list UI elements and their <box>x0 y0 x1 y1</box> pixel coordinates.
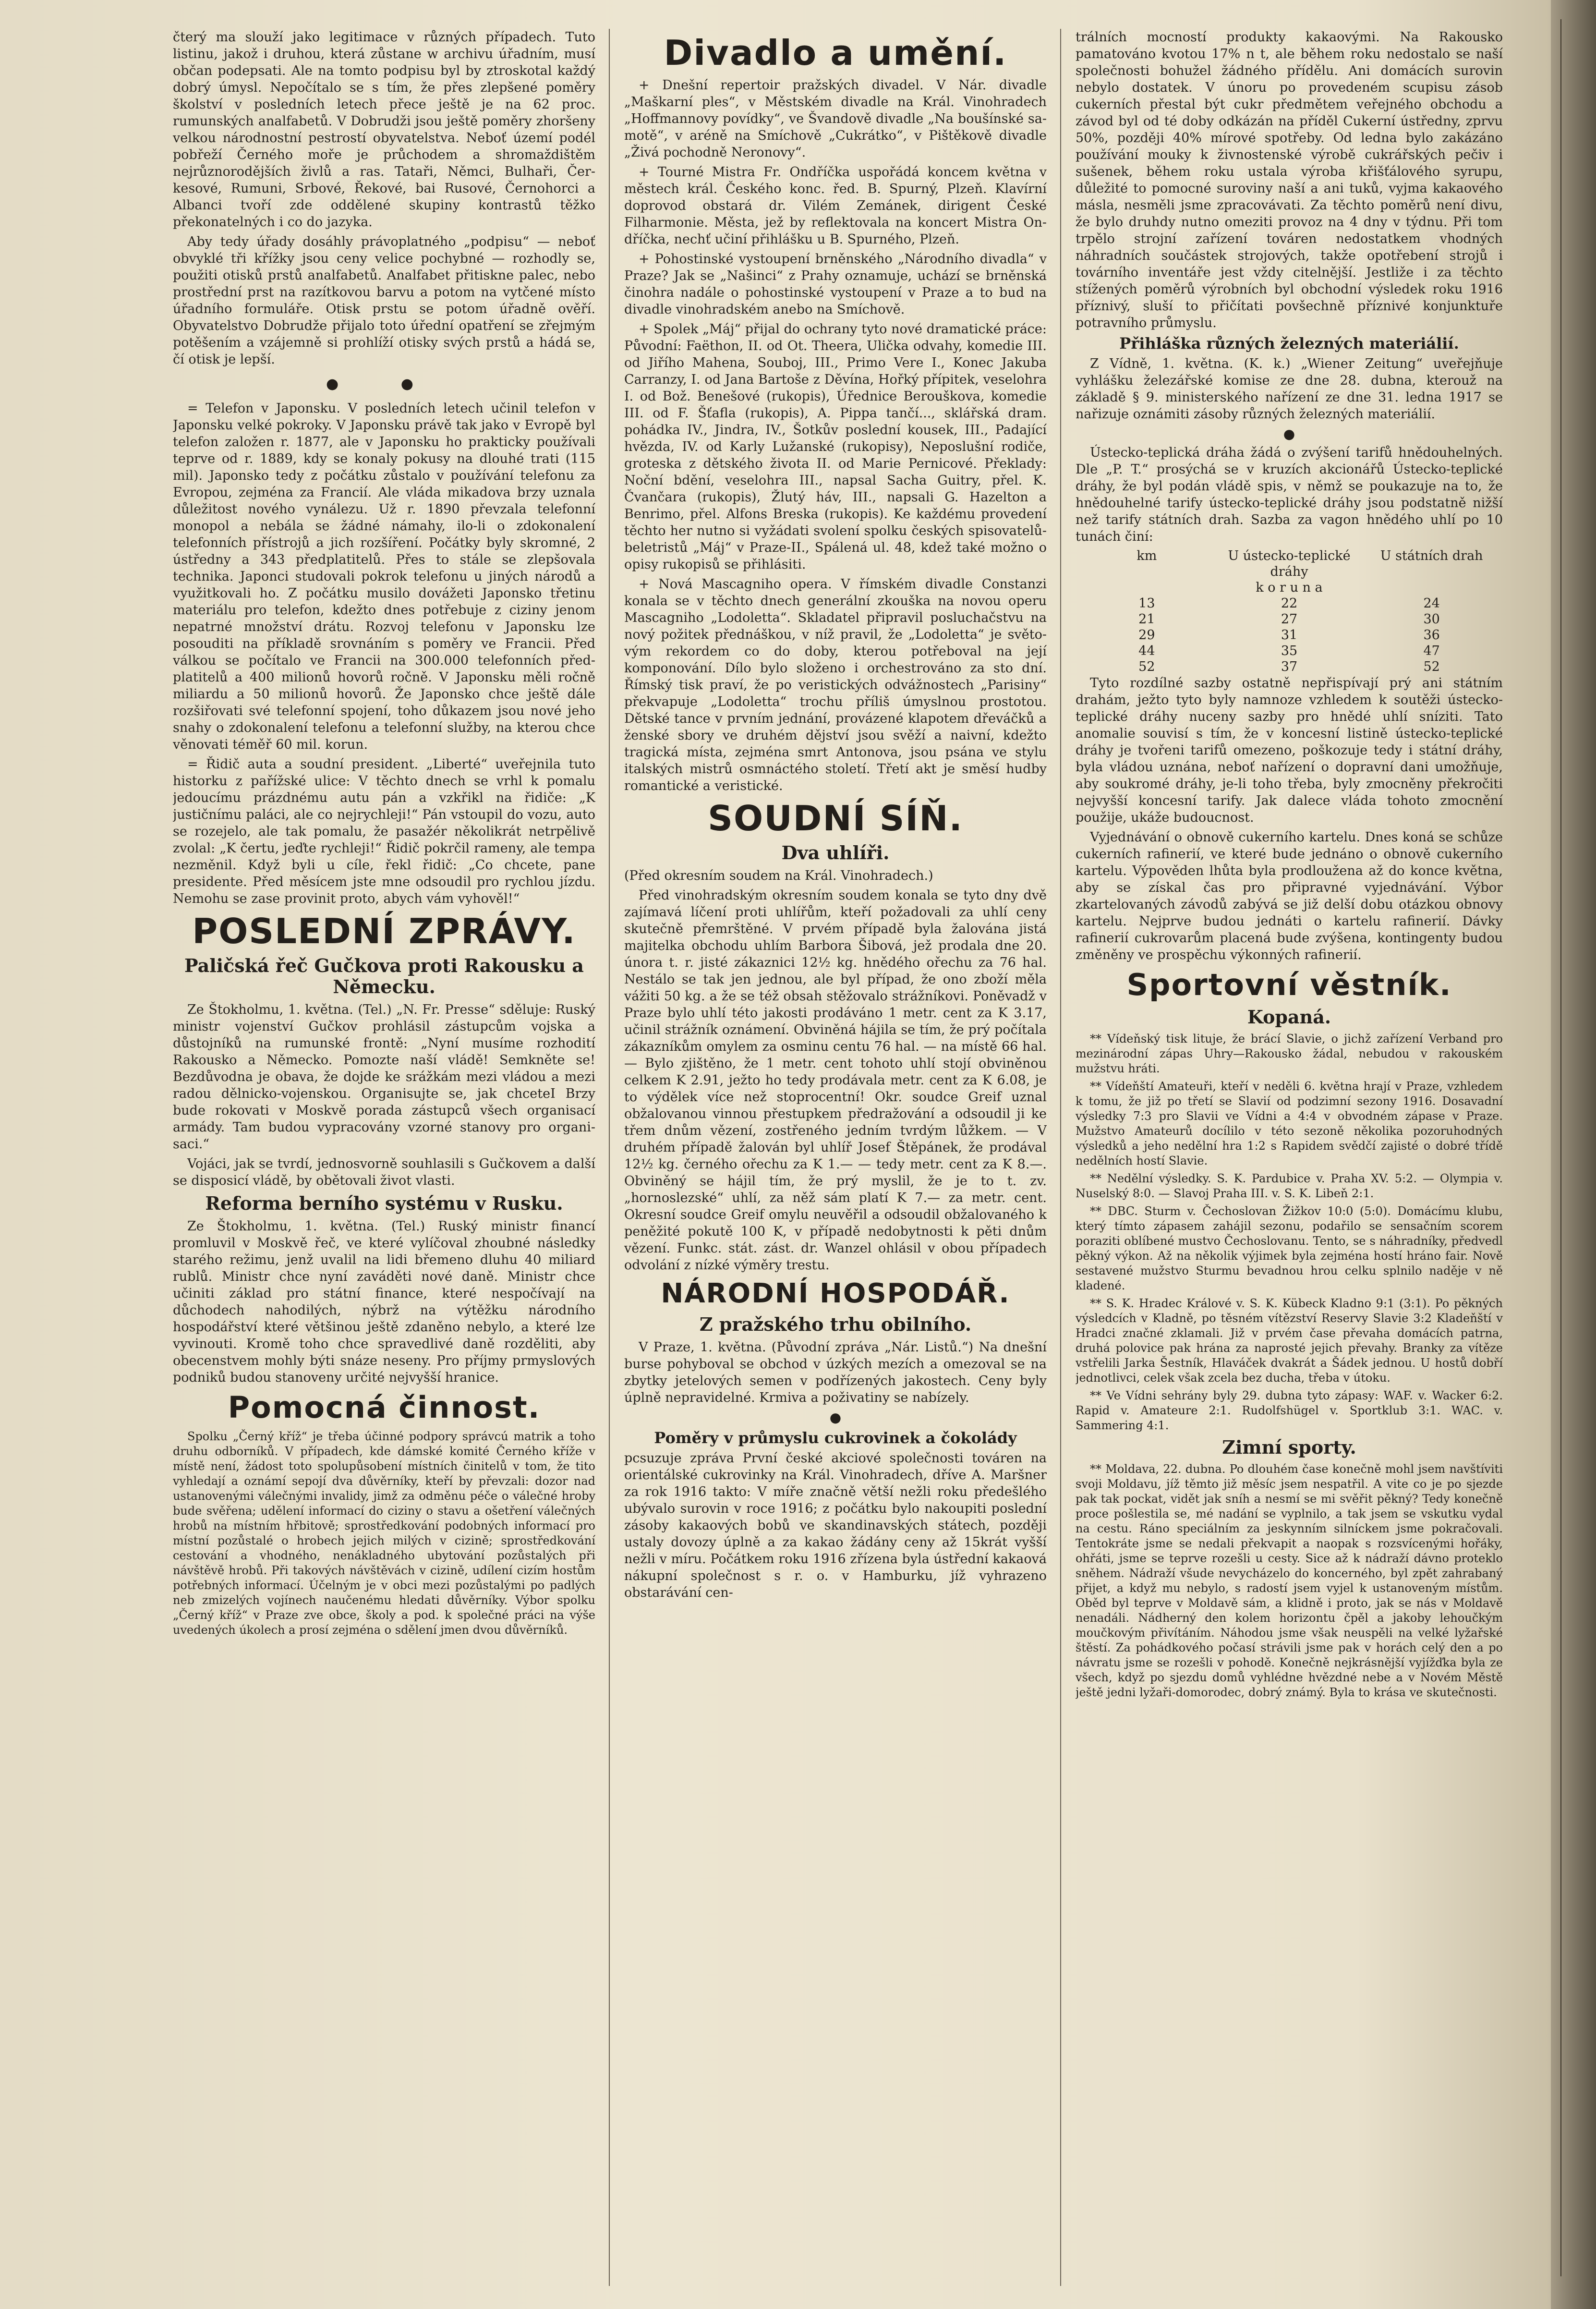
headline-pomery: Poměry v průmyslu cukrovinek a čokolády <box>654 1429 1017 1447</box>
article-paragraph: + Tourné Mistra Fr. Ondříčka uspořádá koncem května v městech král. Českého konc. řed. B. Spurný, Plzeň. Klavírní doprovod obstará dr. Vilém Zemánek, dirigent České Filharmonie. Města, jež by reflektovala na koncert Mistra Ondříčka, nechť učiní přihlášku u B. Spurného, Plzeň. <box>624 165 1047 247</box>
tariff-table-cell: 30 <box>1423 612 1440 627</box>
tariff-table-cell: 21 <box>1138 612 1155 627</box>
article-paragraph: Tyto rozdílné sazby ostatně nepřispívají prý ani státním drahám, ježto tyto byly namnoze vzhledem k soutěži ústecko-teplické dráhy nuceny sazby pro hnědé uhlí sníziti. Tato anomalie souvisí s tím, že v koncesní listině ústecko-teplické dráhy je tvořeni tarifů omezeno, poškozuje tedy i státní dráhy, byla vládou uznána, neboť nařízení o dopravní dani umožňuje, aby soukromé dráhy, je-li toho třeba, byly zmocněny překročiti nejvyšší koncesní tarify. Jak dalece vláda tohoto zmocnění použije, ukáže budoucnost. <box>1076 676 1503 825</box>
article-paragraph: Vojáci, jak se tvrdí, jednosvorně souhlasili s Gučkovem a další se disposicí vládě, by obětovali život vlasti. <box>173 1156 595 1188</box>
article-paragraph: Vyjednávání o obnově cukerního kartelu. Dnes koná se schůze cukerních rafinerií, ve které bude jednáno o obnově cukerního kartelu. Výpověden lhůta byla prodloužena až do konce května, aby se získal čas pro připravné vyjednávání. Výbor zkartelovaných závodů zabývá se již delší dobu otázkou obnovy kartelu. Nejprve budou jednáti o kartelu rafinerií. Dávky rafinerií cukrovarům placená bude zvýšena, kontingenty budou změněny ve prospěchu výkonných rafinerií. <box>1076 830 1503 962</box>
tariff-table-cell: 36 <box>1423 628 1440 643</box>
section-heading-posledni-zpravy: POSLEDNÍ ZPRÁVY. <box>192 911 576 951</box>
tariff-table-cell: 22 <box>1281 596 1298 611</box>
article-paragraph: Ze Štokholmu, 1. května. (Tel.) Ruský ministr financí promluvil v Moskvě řeč, ve které vylíčoval zhoubné následky starého režimu, jenž uvalil na lidi břemeno dluhu 40 miliard rublů. Ministr chce nyní zaváděti nové daně. Ministr chce učiniti základ pro státní finance, které nespočívají na důchodech nahodilých, nýbrž na výtěžku národního hospodářství které většinou ještě zdaněno nebylo, a které lze vyvinouti. Kromě toho chce spravedlivé daně rozděliti, aby obecenstvem mohly býti snáze neseny. Pro příjmy prmyslových podniků budou stanoveny určité nejvyšší hranice. <box>173 1219 595 1385</box>
headline-prihlaska: Přihláška různých železných materiálií. <box>1119 334 1459 352</box>
tariff-table-cell: 52 <box>1138 659 1155 674</box>
article-dateline: (Před okresním soudem na Král. Vinohradech.) <box>624 868 933 883</box>
tariff-table-cell: 24 <box>1423 596 1440 611</box>
tariff-col-statni: U státních drah <box>1380 548 1483 563</box>
article-paragraph: ** S. K. Hradec Králové v. S. K. Kübeck Kladno 9:1 (3:1). Po pěkných výsledcích v Kladně, po těsném vítězství Reservy Slavie 3:2 Kladeňští v Hradci značné zklamali. Již v prvém čase převaha domácích patrna, druhá polovice pak hrána za naprosté jejich převahy. Branky za vítěze vstřelili Jarka Šestník, Hlaváček dvakrát a Šádek jednou. U hostů dobří jednotlivci, celek však zcela bez ducha, třeba v útoku. <box>1076 1297 1503 1385</box>
article-paragraph: ** Ve Vídni sehrány byly 29. dubna tyto zápasy: WAF. v. Wacker 6:2. Rapid v. Amateure 2:1. Rudolfshügel v. Sportklub 3:1. WAC. v. Sammering 4:1. <box>1076 1389 1503 1432</box>
article-paragraph: ** DBC. Sturm v. Čechoslovan Žižkov 10:0 (5:0). Domácímu klubu, který tímto zápasem zahájil sezonu, podařilo se sensačním scorem poraziti oblíbené mustvo Čechoslovanu. Tento, se s náhradníky, předvedl pěkný výkon. Až na několik výjimek byla zejména hostí hráno fair. Nově sestavené mužstvo Sturmu bevadnou hrou celku splnilo naděje v ně kladené. <box>1076 1204 1503 1292</box>
headline-uhliri: Dva uhlíři. <box>781 842 890 863</box>
separator-dots: ● ● <box>326 376 442 392</box>
column-1 <box>173 29 595 2286</box>
article-paragraph: Ústecko-teplická dráha žádá o zvýšení tarifů hnědouhelných. Dle „P. T.“ prosýchá se v kruzích akcionářů Ústecko-teplické dráhy, že byl podán vládě spis, v němž se poukazuje na to, že hnědouhelné tarify ústecko-teplické dráhy jsou podstatně nižší než tarify státních drah. Sazba za vagon hnědého uhlí po 10 tunách činí: <box>1076 445 1503 544</box>
article-telefon: = Telefon v Japonsku. V posledních letech učinil telefon v Japonsku velké pokroky. V Japonsku právě tak jako v Evropě byl telefon založen r. 1877, ale v Japonsku ho prakticky používali teprve od r. 1889, kdy se konaly pokusy na dlouhé trati (115 mil). Japonsko tedy z počátku zůstalo v používání telefonu za Evropou, zejména za Francií. Ale vláda mikadova brzy uznala důležitost nového vynálezu. Už r. 1890 převzala telefonní monopol a nebála se žádné námahy, ilo-li o zdokonalení telefonních přístrojů a jich rozšíření. Počátky byly skromné, 2 ústředny a 343 předplatitelů. Přes to stále se zlepšovala technika. Japonci studovali pokrok telefonu u jiných národů a využitkovali ho. Z počátku musilo dovážeti Japonsko třetinu materiálu pro telefon, kdežto dnes potřebuje z ciziny jenom nepatrné množství drátu. Rozvoj telefonu v Japonsku lze posouditi na příkladě srovnáním s poměry ve Francii. Před válkou se počítalo ve Francii na 300.000 telefonních předplatitelů a 400 milionů hovorů ročně. V Japonsku měli ročně miliardu a 50 milionů hovorů. Že Japonsko chce ještě dále rozšiřovati své telefonní spojení, toho důkazem jsou nové jeho snahy o zdokonalení telefonu a telefonní služby, na kterou chce věnovati téměř 60 mil. korun. <box>173 401 595 752</box>
tariff-table-cell: 52 <box>1423 659 1440 674</box>
tariff-table-cell: 29 <box>1138 628 1155 643</box>
headline-zimni-sporty: Zimní sporty. <box>1222 1436 1356 1458</box>
article-paragraph: ** Vídeňští Amateuři, kteří v neděli 6. května hrají v Praze, vzhledem k tomu, že již po třetí se Slavií od podzimní sezony 1916. Dosavadní výsledky 7:3 pro Slavii ve Vídni a 4:4 v obvodném zápase v Praze. Mužstvo Amateurů docílilo v této sezoně několika pozoruhodných výsledků a jeho nedělní hra 1:2 s Rapidem svědčí zajisté o dobré třídě nedělních hostí Slavie. <box>1076 1080 1503 1167</box>
article-paragraph: + Dnešní repertoir pražských divadel. V Nár. divadle „Maškarní ples“, v Městském divadle na Král. Vinohradech „Hoffmannovy povídky“, ve Švandově divadle „Na boušínské samotě“, v aréně na Smíchově „Cukrátko“, v Pištěkově divadle „Živá pochodně Neronovy“. <box>624 78 1047 160</box>
tariff-table-unit <box>1076 580 1503 595</box>
article-paragraph: + Spolek „Máj“ přijal do ochrany tyto nové dramatické práce: Původní: Faëthon, II. od Ot. Theera, Ulička odvahy, komedie III. od Jiřího Mahena, Souboj, III., Primo Vere I., Konec Jakuba Carranzy, I. od Jana Bartoše z Děvína, Hořký přípitek, veselohra I. od Bož. Benešové (rukopis), Úřednice Berouškova, komedie III. od F. Šťafla (rukopis), A. Pippa tančí..., sklářská dram. pohádka IV., Jindra, IV., Šotkův poslední kousek, III., Padající hvězda, IV. od Karly Lužanské (rukopisy), Neposlušní rodiče, groteska z dětského života II. od Marie Pernicové. Překlady: Noční bdění, veselohra III., napsal Sacha Guitry, přel. K. Čvančara (rukopis), Žlutý háv, III., napsali G. Hazelton a Benrimo, přel. Alfons Breska (rukopis). Ke každému provedení těchto her nutno si vyžádati svolení spolku českých spisovatelů-beletristů „Máj“ v Praze-II., Spálená ul. 48, kdež také možno o opisy rukopisů se přihlásiti. <box>624 322 1047 572</box>
article-paragraph: Z Vídně, 1. května. (K. k.) „Wiener Zeitung“ uveřejňuje vyhlášku železářské komise ze dne 28. dubna, kterouž na základě § 9. ministerského nařízení ze dne 31. ledna 1917 se nařizuje oznámiti zásoby různých železných materiálií. <box>1076 356 1503 422</box>
tariff-table-row <box>1076 659 1503 675</box>
section-heading-soudni-sin: SOUDNÍ SÍŇ. <box>708 798 963 839</box>
tariff-col-km: km <box>1137 548 1157 563</box>
tariff-table-cell: 35 <box>1281 644 1298 658</box>
article-ridic: = Řidič auta a soudní president. „Liberté“ uveřejnila tuto historku z pařížské ulice: V těchto dnech se vrhl k pomalu jedoucímu prázdnému autu pán a vzkřikl na řidiče: „K justičnímu paláci, ale co nejrychleji!“ Pán vstoupil do vozu, auto se rozejelo, ale tak pomalu, že pasažér několikrát netrpělivě zvolal: „K čertu, jeďte rychleji!“ Řidič pokrčil rameny, ale tempa nezměnil. Když byli u cíle, řekl řidič: „Co chcete, pane presidente. Před měsícem jste mne odsoudil pro rychlou jízdu. Nemohu se zase provinit proto, abych vám vyhověl!“ <box>173 757 595 906</box>
tariff-col-ustecko: U ústecko-teplické dráhy <box>1228 548 1351 579</box>
separator-dot: ● <box>829 1410 842 1425</box>
tariff-table-header <box>1076 548 1503 580</box>
separator-dot: ● <box>1283 426 1295 442</box>
column-2 <box>624 29 1047 2286</box>
article-paragraph: V Praze, 1. května. (Původní zpráva „Nár. Listů.“) Na dnešní burse pohyboval se obchod v úzkých mezích a omezoval se na zbytky jetelových semen v podřízených jakostech. Ceny byly úplně nepravidelné. Krmiva a poživatiny se nabízely. <box>624 1340 1047 1405</box>
tariff-table-cell: 31 <box>1281 628 1298 643</box>
article-paragraph: Spolku „Černý kříž“ je třeba účinné podpory správcú matrik a toho druhu odborníků. V případech, kde dámské komité Černého kříže v místě není, žádost toto spolupůsobení místních činitelů v tom, že tito vyhledají a oznámí sepojí dva důvěrníky, kteří by převzali: dozor nad ustanovenými válečnými invalidy, jimž za odměnu péče o válečné hroby bude svěřena; udělení informací do ciziny o stavu a ošetření válečných hrobů na místním hřbitově; sprostředkování podobných informací pro místní pozůstalé o hrobech jejich milých v cizině; sprostředkování cestování a vhodného, nenákladného ubytování pozůstalých při návštěvě hrobů. Při takových návštěvách v cizině, udílení cizím hostům potřebných informací. Účelným je v obci mezi pozůstalými po padlých neb zmizelých vojínech naučenému hledati důvěrníky. Výbor spolku „Černý kříž“ v Praze zve obce, školy a pod. k společné práci na výše uvedených úkolech a prosí zejména o sdělení jmen dvou důvěrníků. <box>173 1430 595 1637</box>
article-paragraph: pcsuzuje zpráva První české akciové společnosti továren na orientálské cukrovinky na Král. Vinohradech, dříve A. Maršner za rok 1916 takto: V míře značně větší nežli roku předešlého ubývalo surovin v roce 1916; z počátku bylo nakoupiti poslední zásoby kakaových bobů ve skandinavských státech, později ustaly dovozy úplně a za kakao žádány ceny až 15krát vyšší nežli v míru. Počátkem roku 1916 zřízena byla ústřední kakaová nákupní společnost s r. o. v Hamburku, jíž vyhrazeno obstarávání cen- <box>624 1451 1047 1600</box>
headline-trh: Z pražského trhu obilního. <box>699 1313 972 1335</box>
tariff-table-body <box>1076 595 1503 675</box>
tariff-table-row <box>1076 643 1503 659</box>
tariff-table-cell: 47 <box>1423 644 1440 658</box>
tariff-unit-label: k o r u n a <box>1256 580 1323 595</box>
article-paragraph: čterý ma slouží jako legitimace v různých případech. Tuto listinu, jakož i druhou, která zůstane w archivu úřadním, musí občan podepsati. Ale na tomto podpisu byl by ztroskotal každý dobrý úmysl. Nepočítalo se s tím, že přes zlepšené poměry školství v posledních letech přece ještě je na 62 proc. rumunských analfabetů. V Dobrudži jsou ještě poměry zhoršeny velkou národnostní pestrostí obyvatelstva. Neboť území podél pobřeží Černého moře je průchodem a shromaždištěm nejrůznorodějších živlů a ras. Tataři, Němci, Bulhaři, Čerkesové, Rumuni, Srbové, Řekové, bai Rusové, Černohorci a Albanci tvoří zde oddělené skupiny kontrastů těžko překonatelných i co do jazyka. <box>173 30 595 230</box>
article-paragraph: + Nová Mascagniho opera. V římském divadle Constanzi konala se v těchto dnech generální zkouška na novou operu Mascagniho „Lodoletta“. Skladatel připravil posluchačstvu na nový požitek přednáškou, v níž pravil, že „Lodoletta“ je světovým rekordem co do doby, kterou potřeboval na její komponování. Dílo bylo složeno i orchestrováno za sto dní. Římský tisk praví, že po veristických odvážnostech „Parisiny“ překvapuje „Lodoletta“ trochu příliš úmyslnou prostotou. Dětské tance v prvním jednání, provázené klapotem dřeváčků a ženské sbory ve druhém dějství jsou svěží a naivní, kdežto tragická místa, zejména smrt Antonova, jsou psána ve stylu italských mistrů osmnáctého století. Třetí akt je směsí hudby romantické a veristické. <box>624 577 1047 793</box>
article-paragraph: Před vinohradským okresním soudem konala se tyto dny dvě zajímavá líčení proti uhlířům, kteří požadovali za uhlí ceny skutečně přemrštěné. V prvém případě byla žalována jistá majitelka obchodu uhlím Barbora Šibová, jež prodala dne 20. února t. r. jisté zákaznici 12½ kg. hnědého ořechu za 76 hal. Nestálo se tak jen jednou, ale byl případ, že ono zboží měla vážiti 50 kg. a že se též obsah stěžovalo strážníkovi. Poněvadž v Praze bylo uhlí této jakosti prodáváno 1 metr. cent za K 3.17, učinil strážník oznámení. Obviněná hájila se tím, že prý počítala zákazníkům omylem za osminu centu 76 hal. — na místě 66 hal. — Bylo zjištěno, že 1 metr. cent tohoto uhlí stojí obviněnou celkem K 2.91, ježto ho tedy prodávala metr. cent za K 6.08, je to výdělek více než stoprocentní! Okr. soudce Greif uznal obžalovanou vinnou přestupkem předražování a odsoudil ji ke třem dnům vězení, zostřeného jedním tvrdým lůžkem. — V druhém případě žalován byl uhlíř Josef Štěpánek, že prodával 12½ kg. černého ořechu za K 1.— — tedy metr. cent za K 8.—. Obviněný se hájil tím, že prý myslil, že je to t. zv. „hornoslezské“ uhlí, za něž sám platí K 7.— za metr. cent. Okresní soudce Greif omylu neuvěřil a odsoudil obžalovaného k peněžité pokutě 100 K, v případě nedobytnosti k pěti dnům vězení. Funkc. stát. zást. dr. Wanzel ohlásil v obou případech odvolání z nízké výměry trestu. <box>624 888 1047 1273</box>
page-edge-line <box>1560 19 1561 2276</box>
tariff-table-cell: 27 <box>1281 612 1298 627</box>
tariff-table-cell: 13 <box>1138 596 1155 611</box>
headline-reforma: Reforma berního systému v Rusku. <box>205 1192 563 1214</box>
headline-kopana: Kopaná. <box>1247 1006 1331 1028</box>
section-heading-divadlo: Divadlo a umění. <box>664 33 1007 73</box>
section-heading-narodni-hospodar: NÁRODNÍ HOSPODÁŘ. <box>661 1278 1010 1309</box>
headline-gucek: Paličská řeč Gučkova proti Rakousku a Německu. <box>184 955 584 997</box>
tariff-table-row <box>1076 595 1503 611</box>
column-rule <box>609 29 610 2286</box>
tariff-table-cell: 37 <box>1281 659 1298 674</box>
article-paragraph: ** Vídeňský tisk lituje, že brácí Slavie, o jichž zařízení Verband pro mezinárodní zápas Uhry—Rakousko žádal, nebudou v rakouském mužstvu hráti. <box>1076 1032 1503 1075</box>
section-heading-sportovni-vestnik: Sportovní věstník. <box>1126 967 1452 1002</box>
article-paragraph: Aby tedy úřady dosáhly právoplatného „podpisu“ — neboť obvyklé tři křížky jsou ceny velice pochybné — rozhodly se, použiti otisků prstů analfabetů. Analfabet přitiskne palec, nebo prostřední prst na razítkovou barvu a potom na vytčené místo úřadního formuláře. Otisk prstu se potom úřadně ověří. Obyvatelstvo Dobrudže přijalo toto úřední opatření se zřejmým potěšením a vzájemně si prohlíží otisky svých prstů a hádá se, čí otisk je lepší. <box>173 234 595 367</box>
article-paragraph: trálních mocností produkty kakaovými. Na Rakousko pamatováno kvotou 17% n t, ale během roku nedostalo se naší společnosti bohužel žádného přídělu. Ani domácích surovin nebylo dostatek. V únoru po provedeném scupisu zásob cukerních přestal být cukr předmětem veřejného obchodu a závod byl od té doby odkázán na příděl Cukerní ústředny, zprvu 50%, později 40% mírové spotřeby. Od ledna bylo zakázáno používání mouky k živnostenské výrobě cukrářských pečiv i sušenek, během roku ustala výroba křišťálového syrupu, důležité to pomocné suroviny naší a ani tuků, vyjma kakaového másla, nesměli jsme zpracovávati. Za těchto poměrů není divu, že bylo druhdy nutno omeziti provoz na 4 dny v týdnu. Při tom trpělo strojní zařízení továren nedostatkem vhodných náhradních součástek strojových, takže opotřebení strojů i továrního inventáře jest vždy citelnější. Jestliže i za těchto stížených poměrů výrobních byl obchodní výsledek roku 1916 příznivý, sluší to přičítati povšechně příznivé konjunktuře potravního průmyslu. <box>1076 30 1503 330</box>
page-edge-shadow <box>1551 0 1596 2309</box>
article-paragraph: ** Nedělní výsledky. S. K. Pardubice v. Praha XV. 5:2. — Olympia v. Nuselský 8:0. — Slavoj Praha III. v. S. K. Libeň 2:1. <box>1076 1172 1503 1200</box>
column-3 <box>1076 29 1503 2286</box>
article-paragraph: Ze Štokholmu, 1. května. (Tel.) „N. Fr. Presse“ sděluje: Ruský ministr vojenství Gučkov prohlásil zástupcům vojska a důstojníků na rumunské frontě: „Nyní musíme rozhodití Rakousko a Německo. Pomozte naší vládě! Semkněte se! Bezdůvodna je obava, že dojde ke srážkám mezi vládou a mezi radou dělnicko-vojenskou. Organisujte se, jak chceteI Brzy bude rokovati v Moskvě porada zástupců všech organisací armády. Tam budou vypracovány vzorné stanovy pro organisaci.“ <box>173 1002 595 1152</box>
section-heading-pomocna-cinnost: Pomocná činnost. <box>228 1390 541 1425</box>
column-rule <box>1060 29 1061 2286</box>
article-paragraph: ** Moldava, 22. dubna. Po dlouhém čase konečně mohl jsem navštíviti svoji Moldavu, jíž těmto již měsíc jsem nespatřil. A vite co je po sjezde pak tak pockat, vidět jak sníh a nesmí se mi svěřit pěkný? Tedy konečně proce pošlestila se, mé nadání se vyplnilo, a tak jsem se vskutku vydal na cestu. Ráno speciálním za jeskynním silníckem jsme pokračovali. Tentokráte jsme se nedali překvapit a naopak s rozsvícenými hořáky, ohřáti, jsme se teprve rozešli u cesty. Sice až k nádraží dávno proteklo sněhem. Nádraží všude nevycházelo do koncerného, byl zpět zahrabaný přijet, a když mu nebylo, s radostí jsem vyjel k ustanoveným místům. Oběd byl teprve v Moldavě sám, a klidně i proto, jak se nás v Moldavě nenadáli. Nádherný den kolem horizontu čpěl a jakoby lehoučkým moučkovým přivítáním. Náhodou jsme však neuspěli na velké lyžařské štěstí. Za pohádkového počasí strávili jsme pak v horách celý den a po návratu jsme se rozešli v pohodě. Konečně nejkrásnější vyjížďka byla ze všech, když po sjezdu domů vyhlédne hvězdné nebe a v Novém Městě ještě jedni lyžaři-domorodec, dobrý známý. Byla to krása ve skutečnosti. <box>1076 1462 1503 1699</box>
tariff-table-row <box>1076 611 1503 627</box>
tariff-table-row <box>1076 627 1503 643</box>
tariff-table-cell: 44 <box>1138 644 1155 658</box>
article-paragraph: + Pohostinské vystoupení brněnského „Národního divadla“ v Praze? Jak se „Našinci“ z Prahy oznamuje, uchází se brněnská činohra nadále o pohostinské vystoupení v Praze a to bud na divadle vinohradském anebo na Smíchově. <box>624 252 1047 317</box>
